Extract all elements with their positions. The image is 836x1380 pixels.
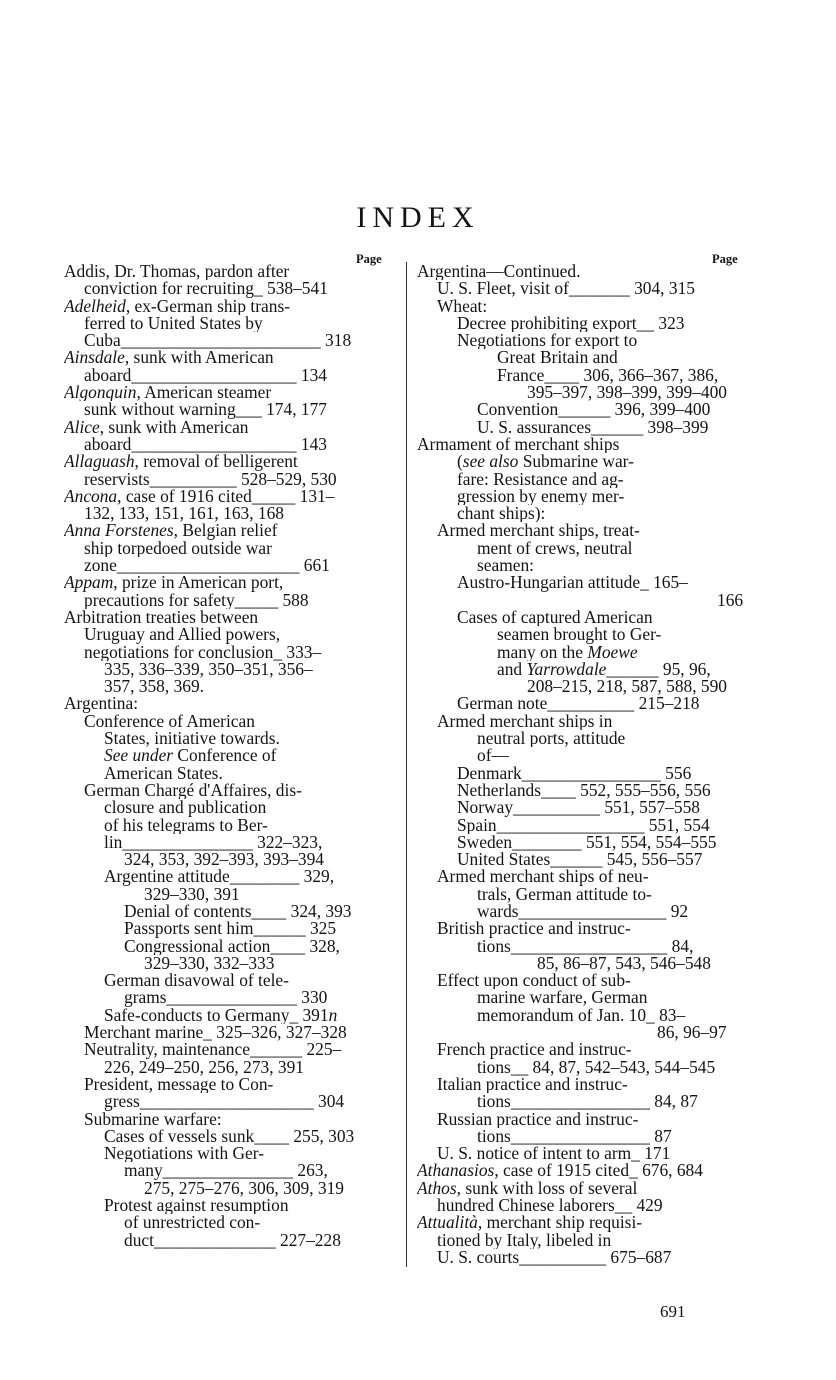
index-line: United States______ 545, 556–557 — [457, 851, 703, 869]
index-line: Argentine attitude________ 329, — [104, 868, 335, 886]
index-line: trals, German attitude to- — [477, 885, 652, 903]
index-line: reservists__________ 528–529, 530 — [84, 470, 337, 488]
index-line: 208–215, 218, 587, 588, 590 — [527, 678, 727, 696]
index-line: Armed merchant ships in — [437, 712, 613, 731]
index-line: tions________________ 87 — [477, 1127, 672, 1146]
index-line: Addis, Dr. Thomas, pardon after — [64, 263, 290, 281]
index-line: Convention______ 396, 399–400 — [477, 401, 711, 419]
index-line: grams_______________ 330 — [124, 989, 328, 1007]
left-index-column — [64, 263, 396, 1249]
index-line: Italian practice and instruc- — [437, 1075, 628, 1094]
page-number: 691 — [660, 1302, 686, 1321]
index-line: of— — [477, 747, 509, 765]
page-title: INDEX — [356, 201, 480, 234]
index-line: 329–330, 391 — [144, 885, 240, 903]
index-line: Armed merchant ships, treat- — [437, 522, 640, 540]
index-line: Norway__________ 551, 557–558 — [457, 799, 700, 817]
index-line: aboard___________________ 134 — [84, 366, 327, 385]
index-line: Cases of captured American — [457, 608, 653, 627]
index-line: Uruguay and Allied powers, — [84, 626, 281, 644]
index-line: Merchant marine_ 325–326, 327–328 — [84, 1024, 347, 1042]
index-line: tions________________ 84, 87 — [477, 1093, 698, 1111]
index-line: of his telegrams to Ber- — [104, 816, 268, 834]
index-line: Adelheid, ex-German ship trans- — [64, 297, 291, 315]
index-line: tions__________________ 84, — [477, 937, 694, 955]
index-line: U. S. notice of intent to arm_ 171 — [437, 1145, 671, 1163]
index-line: 132, 133, 151, 161, 163, 168 — [84, 505, 284, 523]
index-line: Great Britain and — [497, 349, 618, 367]
index-line: Austro-Hungarian attitude_ 165– — [457, 574, 688, 592]
index-line: chant ships): — [457, 505, 546, 523]
index-line: Cases of vessels sunk____ 255, 303 — [104, 1127, 355, 1146]
index-line: German disavowal of tele- — [104, 972, 289, 990]
index-line: conviction for recruiting_ 538–541 — [84, 280, 328, 298]
index-line: Armament of merchant ships — [417, 435, 620, 454]
index-line: 86, 96–97 — [657, 1024, 727, 1042]
index-line: Decree prohibiting export__ 323 — [457, 314, 685, 333]
index-line: Submarine warfare: — [84, 1110, 222, 1128]
left-column-page-header: Page — [356, 252, 382, 266]
index-line: Ainsdale, sunk with American — [64, 349, 274, 367]
index-line: Passports sent him______ 325 — [124, 920, 337, 938]
index-line: Athos, sunk with loss of several — [417, 1179, 638, 1198]
index-line: seamen brought to Ger- — [497, 626, 662, 644]
index-line: 395–397, 398–399, 399–400 — [527, 384, 727, 402]
index-line: France____ 306, 366–367, 386, — [497, 366, 719, 385]
index-line: French practice and instruc- — [437, 1041, 632, 1059]
index-line: (see also Submarine war- — [457, 453, 634, 471]
index-line: States, initiative towards. — [104, 730, 280, 748]
index-line: German Chargé d'Affaires, dis- — [84, 781, 302, 800]
index-line: Alice, sunk with American — [64, 418, 249, 436]
index-line: Anna Forstenes, Belgian relief — [64, 522, 278, 540]
index-line: gress____________________ 304 — [104, 1093, 345, 1111]
index-line: ship torpedoed outside war — [84, 539, 272, 558]
index-line: closure and publication — [104, 799, 267, 817]
index-line: Spain_________________ 551, 554 — [457, 816, 710, 834]
index-line: ferred to United States by — [84, 314, 263, 333]
index-line: precautions for safety_____ 588 — [84, 591, 309, 609]
index-line: U. S. Fleet, visit of_______ 304, 315 — [437, 280, 695, 298]
index-line: memorandum of Jan. 10_ 83– — [477, 1006, 686, 1025]
index-line: of unrestricted con- — [124, 1214, 261, 1232]
index-line: Athanasios, case of 1915 cited_ 676, 684 — [417, 1162, 703, 1180]
index-line: Allaguash, removal of belligerent — [64, 453, 298, 471]
index-line: tioned by Italy, libeled in — [437, 1231, 612, 1249]
index-line: 275, 275–276, 306, 309, 319 — [144, 1179, 344, 1198]
index-line: 166 — [717, 591, 744, 609]
right-column-page-header: Page — [712, 252, 738, 266]
index-line: many_______________ 263, — [124, 1162, 328, 1180]
index-line: Russian practice and instruc- — [437, 1110, 639, 1128]
index-line: Safe-conducts to Germany_ 391n — [104, 1006, 338, 1025]
index-line: zone_____________________ 661 — [84, 557, 330, 575]
index-line: U. S. courts__________ 675–687 — [437, 1248, 672, 1267]
index-line: Arbitration treaties between — [64, 608, 259, 627]
index-line: See under Conference of — [104, 747, 277, 765]
index-line: lin_______________ 322–323, — [104, 833, 323, 852]
index-line: marine warfare, German — [477, 989, 648, 1007]
index-line: many on the Moewe — [497, 643, 638, 661]
index-line: Attualità, merchant ship requisi- — [417, 1214, 643, 1232]
index-line: neutral ports, attitude — [477, 730, 626, 748]
index-line: Armed merchant ships of neu- — [437, 868, 649, 886]
index-line: Cuba_______________________ 318 — [84, 332, 352, 350]
index-line: seamen: — [477, 557, 534, 575]
index-line: fare: Resistance and ag- — [457, 470, 624, 488]
index-line: Conference of American — [84, 712, 255, 731]
index-line: Argentina: — [64, 695, 139, 713]
index-line: President, message to Con- — [84, 1075, 274, 1094]
index-line: sunk without warning___ 174, 177 — [84, 401, 327, 419]
index-line: British practice and instruc- — [437, 920, 631, 938]
index-line: Netherlands____ 552, 555–556, 556 — [457, 781, 711, 800]
index-line: and Yarrowdale______ 95, 96, — [497, 660, 711, 679]
index-line: wards_________________ 92 — [477, 902, 689, 921]
index-line: Protest against resumption — [104, 1197, 289, 1215]
index-line: 85, 86–87, 543, 546–548 — [537, 954, 711, 973]
index-line: tions__ 84, 87, 542–543, 544–545 — [477, 1058, 716, 1076]
index-line: hundred Chinese laborers__ 429 — [437, 1197, 663, 1215]
index-line: gression by enemy mer- — [457, 487, 625, 506]
index-line: Denial of contents____ 324, 393 — [124, 902, 352, 921]
index-line: ment of crews, neutral — [477, 539, 633, 558]
index-line: Argentina—Continued. — [417, 263, 581, 281]
index-line: Ancona, case of 1916 cited_____ 131– — [64, 487, 335, 506]
index-line: Negotiations with Ger- — [104, 1145, 264, 1163]
index-line: Effect upon conduct of sub- — [437, 972, 631, 990]
index-line: aboard___________________ 143 — [84, 435, 327, 454]
column-divider — [406, 262, 407, 1267]
index-line: 329–330, 332–333 — [144, 954, 275, 973]
index-line: German note__________ 215–218 — [457, 695, 700, 713]
index-line: Sweden________ 551, 554, 554–555 — [457, 833, 717, 852]
index-line: 335, 336–339, 350–351, 356– — [104, 660, 313, 679]
index-line: Neutrality, maintenance______ 225– — [84, 1041, 342, 1059]
index-line: Negotiations for export to — [457, 332, 638, 350]
index-line: 226, 249–250, 256, 273, 391 — [104, 1058, 304, 1076]
right-index-column — [417, 263, 751, 1266]
index-line: 357, 358, 369. — [104, 678, 204, 696]
index-line: U. S. assurances______ 398–399 — [477, 418, 709, 436]
index-line: Wheat: — [437, 297, 488, 315]
index-line: Algonquin, American steamer — [64, 384, 272, 402]
index-line: Appam, prize in American port, — [64, 574, 284, 592]
index-line: 324, 353, 392–393, 393–394 — [124, 851, 324, 869]
index-line: negotiations for conclusion_ 333– — [84, 643, 322, 661]
index-line: American States. — [104, 764, 223, 782]
index-line: Congressional action____ 328, — [124, 937, 340, 955]
index-line: duct______________ 227–228 — [124, 1231, 341, 1249]
index-line: Denmark________________ 556 — [457, 764, 692, 782]
